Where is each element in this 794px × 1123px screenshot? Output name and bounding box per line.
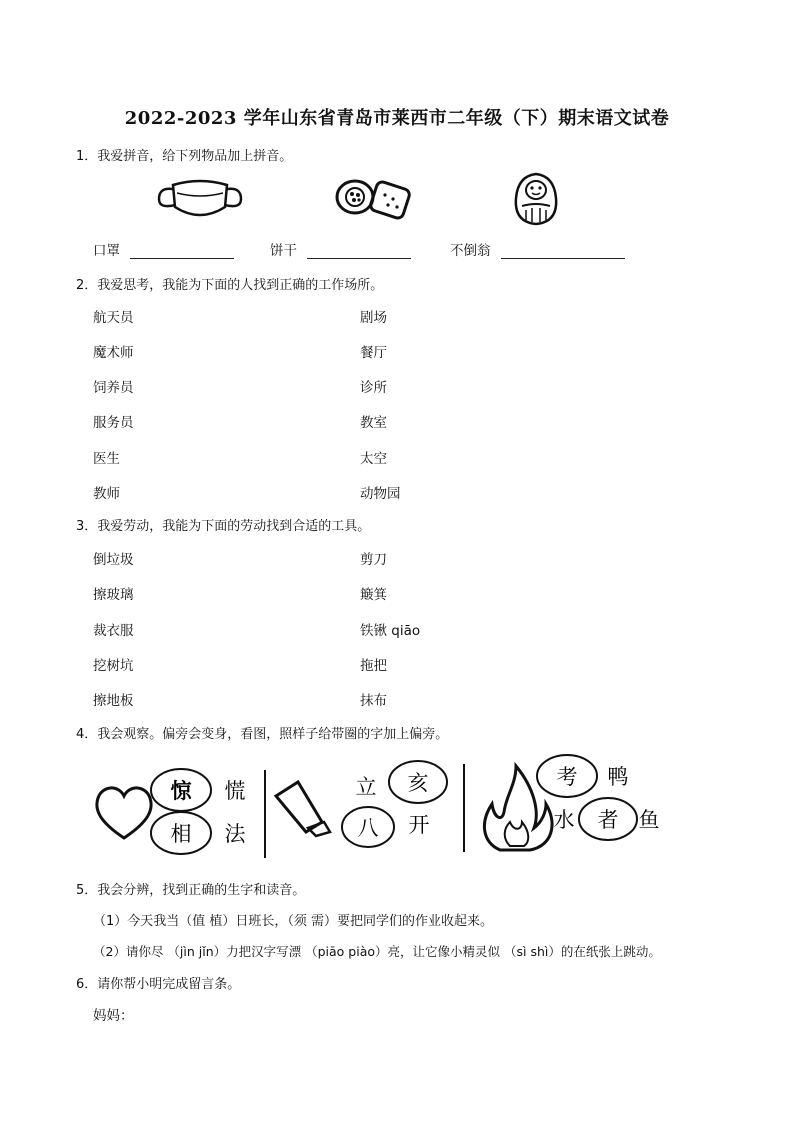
heart-icon	[97, 788, 151, 838]
circled-char: 考	[556, 765, 578, 789]
q3-right-item[interactable]: 拖把	[360, 658, 387, 674]
q1-item-tumbler: 不倒翁	[450, 239, 625, 259]
q3-left-item[interactable]: 擦玻璃	[93, 587, 134, 603]
q2-right-item[interactable]: 动物园	[360, 486, 401, 502]
q6-greeting: 妈妈：	[93, 1008, 134, 1024]
q3-right-item[interactable]: 剪刀	[360, 552, 387, 568]
q3-right-item[interactable]: 簸箕	[360, 587, 387, 603]
circled-char: 相	[170, 822, 192, 846]
plain-char: 鱼	[638, 808, 660, 832]
q2-right-item[interactable]: 剧场	[360, 310, 387, 326]
circled-char: 亥	[407, 771, 429, 795]
question-1-prompt: 1．我爱拼音，给下列物品加上拼音。	[76, 149, 293, 164]
question-6-prompt: 6．请你帮小明完成留言条。	[76, 977, 241, 992]
plain-char: 开	[408, 813, 430, 837]
q3-left-item[interactable]: 擦地板	[93, 693, 134, 709]
question-5-prompt: 5．我会分辨，找到正确的生字和读音。	[76, 883, 306, 898]
circled-char: 八	[357, 816, 379, 840]
q2-right-item[interactable]: 诊所	[360, 380, 387, 396]
q2-left-item[interactable]: 医生	[93, 451, 120, 467]
q1-answer-blank-1[interactable]	[130, 244, 234, 259]
radical-figure	[90, 752, 680, 870]
biscuit-illustration	[333, 175, 413, 225]
q3-left-item[interactable]: 裁衣服	[93, 623, 134, 639]
q2-left-item[interactable]: 航天员	[93, 310, 134, 326]
q1-item-biscuit: 饼干	[270, 239, 411, 259]
question-2-prompt: 2．我爱思考，我能为下面的人找到正确的工作场所。	[76, 278, 384, 293]
q2-right-item[interactable]: 教室	[360, 415, 387, 431]
q2-right-item[interactable]: 餐厅	[360, 345, 387, 361]
plain-char: 立	[355, 775, 377, 799]
mask-illustration	[155, 177, 245, 227]
q2-left-item[interactable]: 教师	[93, 486, 120, 502]
q3-left-item[interactable]: 挖树坑	[93, 658, 134, 674]
question-3-prompt: 3．我爱劳动，我能为下面的劳动找到合适的工具。	[76, 519, 371, 534]
q1-item-mask: 口罩	[93, 239, 234, 259]
plain-char: 水	[553, 808, 575, 832]
q3-left-item[interactable]: 倒垃圾	[93, 552, 134, 568]
plain-char: 法	[224, 822, 246, 846]
plain-char: 慌	[224, 779, 246, 803]
q5-line-1: （1）今天我当（值 植）日班长，（须 需）要把同学们的作业收起来。	[93, 914, 494, 929]
fire-icon	[484, 766, 552, 850]
q5-line-2: （2）请你尽 （jìn jǐn）力把汉字写漂 （piāo piào）亮，让它像小精灵似 （sì shì）的在纸张上跳动。	[93, 944, 661, 959]
q3-right-item[interactable]: 抹布	[360, 693, 387, 709]
plain-char: 鸭	[607, 765, 629, 789]
q3-right-item[interactable]: 铁锹 qiāo	[360, 623, 421, 639]
tumbler-illustration	[506, 170, 566, 230]
circled-char: 惊	[170, 779, 192, 803]
q2-left-item[interactable]: 魔术师	[93, 345, 134, 361]
page-title: 2022-2023 学年山东省青岛市莱西市二年级（下）期末语文试卷	[124, 108, 670, 129]
q1-answer-blank-2[interactable]	[307, 244, 411, 259]
q1-answer-blank-3[interactable]	[501, 244, 625, 259]
q2-left-item[interactable]: 服务员	[93, 415, 134, 431]
q2-right-item[interactable]: 太空	[360, 451, 387, 467]
question-4-prompt: 4．我会观察。偏旁会变身，看图，照样子给带圈的字加上偏旁。	[76, 727, 449, 742]
circled-char: 者	[597, 808, 619, 832]
q2-left-item[interactable]: 饲养员	[93, 380, 134, 396]
